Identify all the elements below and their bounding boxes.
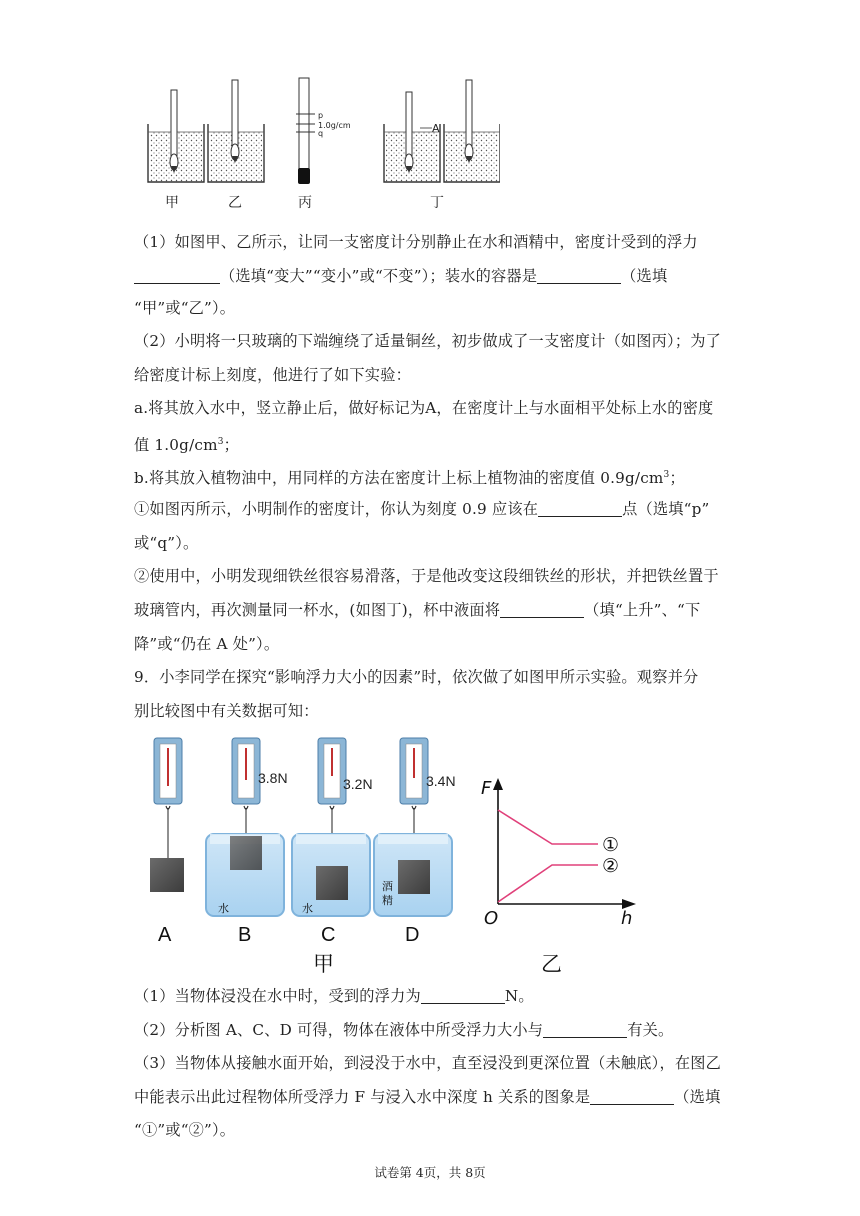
fig-label-jia: 甲 bbox=[165, 195, 179, 211]
graph-y-label: F bbox=[481, 778, 492, 799]
curve-2-label: ② bbox=[602, 855, 620, 877]
answer-blank[interactable] bbox=[421, 987, 505, 1004]
fig-label-yi: 乙 bbox=[228, 195, 242, 211]
spring-scale-figure bbox=[130, 734, 470, 954]
figure-label-yi: 乙 bbox=[541, 953, 562, 976]
scale-p-label: p bbox=[318, 111, 324, 120]
graph-origin-label: O bbox=[484, 908, 499, 929]
reading-c: 3.2N bbox=[343, 776, 373, 792]
q8-c2-line2: 玻璃管内，再次测量同一杯水，(如图丁)，杯中液面将 （填“上升”、“下 bbox=[134, 601, 701, 619]
q9-s3-line1: （3）当物体从接触水面开始，到浸没于水中，直至浸没到更深位置（未触底），在图乙 bbox=[134, 1054, 721, 1072]
setup-a bbox=[150, 738, 184, 892]
scale-value-label: 1.0g/cm bbox=[318, 121, 351, 130]
q8-p1-line3: “甲”或“乙”）。 bbox=[134, 299, 236, 317]
setup-label-a: A bbox=[158, 924, 172, 946]
q8-p1-line2: （选填“变大”“变小”或“不变”）；装水的容器是 （选填 bbox=[134, 266, 667, 286]
fig-label-ding: 丁 bbox=[430, 195, 444, 211]
curve-2 bbox=[498, 865, 598, 902]
setup-label-b: B bbox=[238, 924, 252, 946]
liquid-label-d bbox=[382, 880, 393, 907]
beaker-yi bbox=[208, 80, 264, 182]
graph-x-label: h bbox=[621, 908, 633, 929]
mark-a-label: A bbox=[432, 122, 440, 135]
setup-label-d: D bbox=[405, 924, 420, 946]
liquid-label-d-char2: 精 bbox=[382, 894, 393, 907]
hydrometer-bing bbox=[296, 78, 351, 184]
q8-c1-line2: 或“q”）。 bbox=[134, 534, 199, 552]
answer-blank[interactable] bbox=[590, 1088, 674, 1105]
q8-c2-line1: ②使用中，小明发现细铁丝很容易滑落，于是他改变这段细铁丝的形状，并把铁丝置于 bbox=[134, 567, 719, 585]
setup-c bbox=[292, 738, 370, 916]
answer-blank[interactable] bbox=[537, 267, 621, 284]
scale-q-label: q bbox=[318, 129, 324, 138]
answer-blank[interactable] bbox=[134, 267, 220, 284]
beaker-jia bbox=[148, 90, 204, 182]
q8-a-line2: 值 $1.0g/cm^3$； bbox=[134, 436, 240, 454]
reading-d: 3.4N bbox=[426, 773, 456, 789]
q8-p1-line1: （1）如图甲、乙所示，让同一支密度计分别静止在水和酒精中，密度计受到的浮力 bbox=[134, 233, 698, 251]
q8-b-line1: b.将其放入植物油中，用同样的方法在密度计上标上植物油的密度值 $0.9g/cm^3$； bbox=[134, 469, 685, 487]
hydrometer-figure bbox=[140, 74, 500, 194]
liquid-label-d-char1: 酒 bbox=[382, 880, 393, 893]
setup-d bbox=[374, 738, 452, 916]
q9-stem-line1: 9．小李同学在探究“影响浮力大小的因素”时，依次做了如图甲所示实验。观察并分 bbox=[134, 668, 699, 686]
curve-1-label: ① bbox=[602, 834, 620, 856]
q9-s3-line2: 中能表示出此过程物体所受浮力 F 与浸入水中深度 h 关系的图象是 （选填 bbox=[134, 1088, 721, 1106]
liquid-label-c: 水 bbox=[302, 902, 313, 915]
q8-a-line1: a.将其放入水中，竖立静止后，做好标记为A，在密度计上与水面相平处标上水的密度 bbox=[134, 399, 714, 417]
fig-label-bing: 丙 bbox=[298, 195, 312, 211]
q9-s1-line: （1）当物体浸没在水中时，受到的浮力为 N。 bbox=[134, 987, 534, 1005]
beakers-ding bbox=[384, 80, 500, 182]
q8-c1-line1: ①如图丙所示，小明制作的密度计，你认为刻度 0.9 应该在 点（选填“p” bbox=[134, 500, 710, 518]
buoyancy-graph bbox=[478, 772, 648, 932]
figure-label-jia: 甲 bbox=[313, 953, 334, 976]
reading-b: 3.8N bbox=[258, 770, 288, 786]
answer-blank[interactable] bbox=[538, 500, 622, 517]
q9-s2-line: （2）分析图 A、C、D 可得，物体在液体中所受浮力大小与 有关。 bbox=[134, 1021, 674, 1039]
q9-stem-line2: 别比较图中有关数据可知： bbox=[134, 702, 319, 720]
answer-blank[interactable] bbox=[500, 601, 584, 618]
setup-b bbox=[206, 738, 284, 916]
q8-p2-line2: 给密度计标上刻度，他进行了如下实验： bbox=[134, 366, 411, 384]
curve-1 bbox=[498, 810, 598, 844]
q8-c2-line3: 降”或“仍在 A 处”）。 bbox=[134, 635, 280, 653]
setup-label-c: C bbox=[321, 924, 336, 946]
page-footer: 试卷第 4页，共 8页 bbox=[374, 1165, 486, 1180]
q9-s3-line3: “①”或“②”）。 bbox=[134, 1121, 236, 1139]
q8-p2-line1: （2）小明将一只玻璃的下端缠绕了适量铜丝，初步做成了一支密度计（如图丙）；为了 bbox=[134, 332, 721, 350]
answer-blank[interactable] bbox=[543, 1021, 627, 1038]
liquid-label-b: 水 bbox=[218, 902, 229, 915]
